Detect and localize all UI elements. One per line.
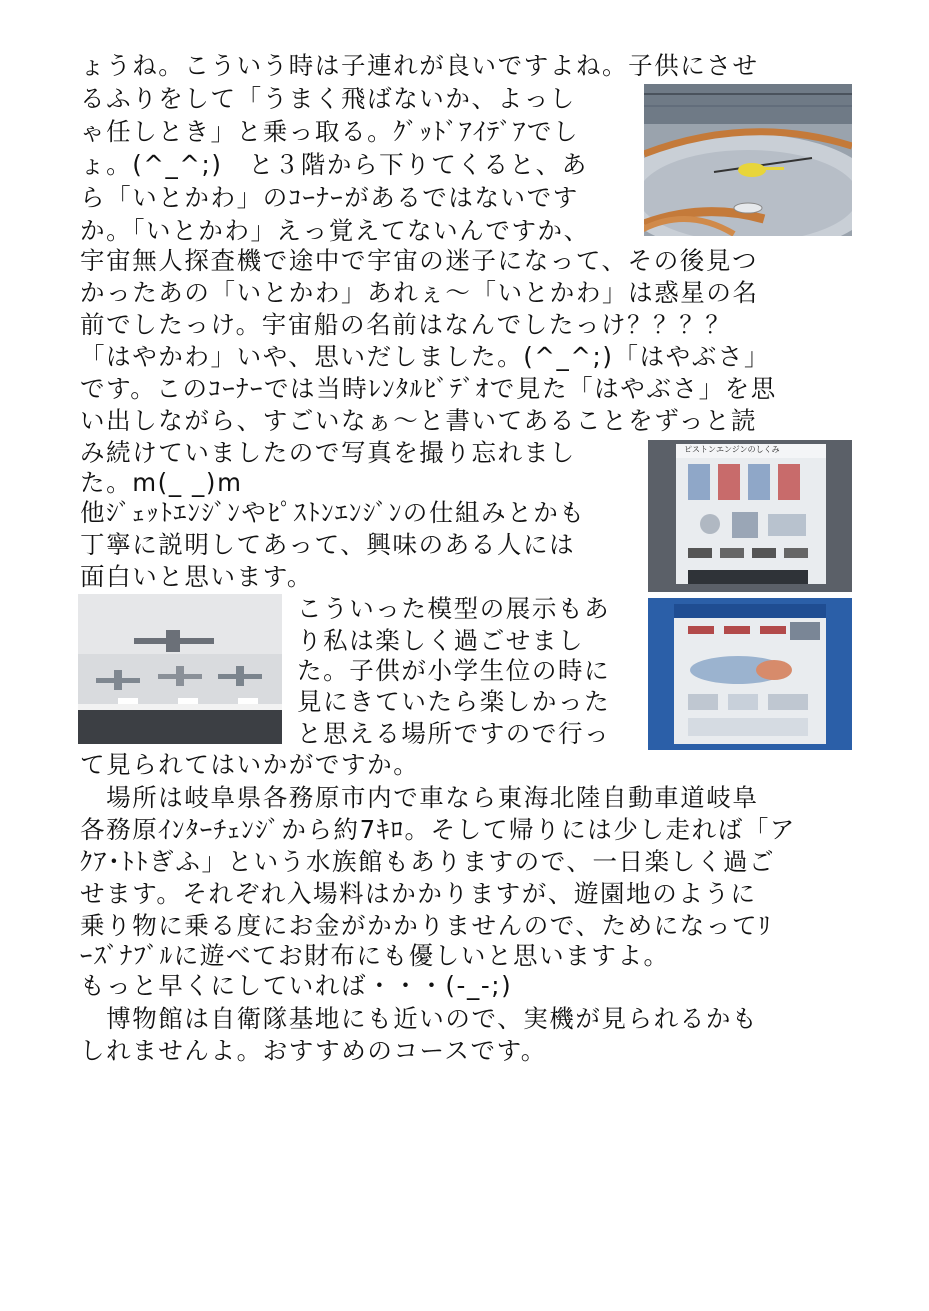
text-line: り私は楽しく過ごせまし — [297, 626, 585, 655]
text-line: と思える場所ですので行っ — [297, 719, 611, 748]
text-line: て見られてはいかがですか。 — [80, 750, 420, 779]
text-line: 面白いと思います。 — [80, 562, 313, 591]
text-line: こういった模型の展示もあ — [297, 594, 611, 623]
text-line: 「はやかわ」いや、思いだしました。(^_^;)「はやぶさ」 — [80, 342, 771, 371]
text-line: ｸｱ･ﾄﾄぎふ」という水族館もありますので、一日楽しく過ご — [80, 847, 776, 876]
piston-engine-photo — [648, 440, 852, 592]
helicopter-photo — [644, 84, 852, 236]
text-line: ｰｽﾞﾅﾌﾞﾙに遊べてお財布にも優しいと思いますよ。 — [80, 941, 670, 970]
piston-panel-title: ピストンエンジンのしくみ — [684, 445, 780, 454]
text-line: ょ。(^_^;) と３階から下りてくると、あ — [80, 150, 588, 179]
text-line: ら「いとかわ」のｺｰﾅｰがあるではないです — [80, 183, 579, 212]
text-line: ゃ任しとき」と乗っ取る。ｸﾞｯﾄﾞｱｲﾃﾞｱでし — [80, 117, 580, 146]
model-airplanes-photo — [78, 594, 282, 744]
text-line: ょうね。こういう時は子連れが良いですよね。子供にさせ — [80, 51, 759, 80]
jet-engine-photo — [648, 598, 852, 750]
text-line: か。「いとかわ」えっ覚えてないんですか、 — [80, 216, 590, 245]
text-line: 前でしたっけ。宇宙船の名前はなんでしたっけ？？？？ — [80, 310, 732, 339]
text-line: 場所は岐阜県各務原市内で車なら東海北陸自動車道岐阜 — [80, 783, 759, 812]
text-line: 丁寧に説明してあって、興味のある人には — [80, 530, 576, 559]
text-line: しれませんよ。おすすめのコースです。 — [80, 1036, 547, 1065]
text-line: かったあの「いとかわ」あれぇ～「いとかわ」は惑星の名 — [80, 278, 759, 307]
text-line: み続けていましたので写真を撮り忘れまし — [80, 438, 576, 467]
text-line: 他ｼﾞｪｯﾄｴﾝｼﾞﾝやﾋﾟｽﾄﾝｴﾝｼﾞﾝの仕組みとかも — [80, 498, 586, 527]
text-line: た。m(_ _)m — [80, 468, 243, 497]
text-line: た。子供が小学生位の時に — [297, 656, 611, 685]
text-line: せます。それぞれ入場料はかかりますが、遊園地のように — [80, 879, 757, 908]
text-line: 博物館は自衛隊基地にも近いので、実機が見られるかも — [80, 1004, 759, 1033]
text-line: 各務原ｲﾝﾀｰﾁｪﾝｼﾞから約7ｷﾛ。そして帰りには少し走れば「ア — [80, 815, 797, 844]
text-line: です。このｺｰﾅｰでは当時ﾚﾝﾀﾙﾋﾞﾃﾞｵで見た「はやぶさ」を思 — [80, 374, 777, 403]
text-line: もっと早くにしていれば・・・(-_-;) — [80, 971, 513, 1000]
text-line: 見にきていたら楽しかった — [297, 687, 611, 716]
text-line: るふりをして「うまく飛ばないか、よっし — [80, 84, 576, 113]
text-line: 宇宙無人探査機で途中で宇宙の迷子になって、その後見つ — [80, 246, 759, 275]
text-line: い出しながら、すごいなぁ～と書いてあることをずっと読 — [80, 406, 758, 435]
text-line: 乗り物に乗る度にお金がかかりませんので、ためになってﾘ — [80, 911, 772, 940]
